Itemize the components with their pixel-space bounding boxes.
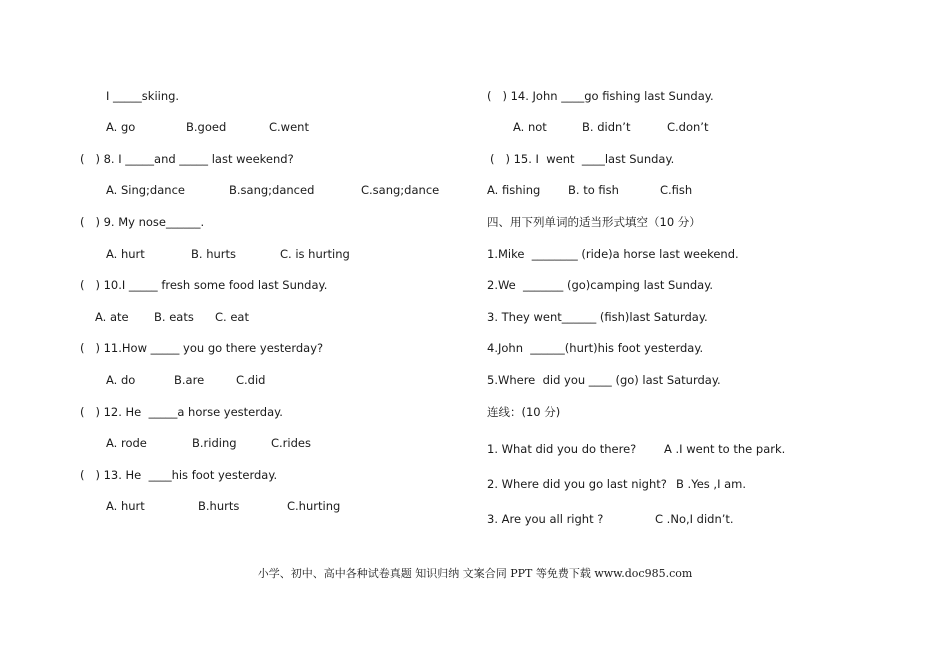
match-title: 连线：(10 分)	[487, 405, 561, 419]
fill-item-3: 3. They went______ (fish)last Saturday.	[487, 310, 708, 324]
q14-option-b: B. didn’t	[582, 120, 631, 134]
match-question-2: 2. Where did you go last night?	[487, 477, 667, 491]
q8-option-a: A. Sing;dance	[106, 183, 185, 197]
q8-option-c: C.sang;dance	[361, 183, 440, 197]
match-answer-c: C .No,I didn’t.	[655, 512, 734, 526]
q12-option-b: B.riding	[192, 436, 237, 450]
q9-option-c: C. is hurting	[280, 247, 350, 261]
fill-item-2: 2.We _______ (go)camping last Sunday.	[487, 278, 714, 292]
footer-text: 小学、初中、高中各种试卷真题 知识归纳 文案合同 PPT 等免费下载 www.doc985.com	[257, 567, 693, 580]
q11-option-a: A. do	[106, 373, 136, 387]
q15-option-a: A. fishing	[487, 183, 541, 197]
q10-option-a: A. ate	[95, 310, 129, 324]
q7-option-c: C.went	[269, 120, 309, 134]
q13-option-c: C.hurting	[287, 499, 341, 513]
q15-stem: ( ) 15. I went ____last Sunday.	[490, 152, 675, 166]
q15-option-c: C.fish	[660, 183, 693, 197]
q14-option-a: A. not	[513, 120, 547, 134]
q13-option-b: B.hurts	[198, 499, 240, 513]
q8-stem: ( ) 8. I _____and _____ last weekend?	[80, 152, 294, 166]
match-question-3: 3. Are you all right ?	[487, 512, 604, 526]
q11-option-b: B.are	[174, 373, 205, 387]
q11-option-c: C.did	[236, 373, 266, 387]
q11-stem: ( ) 11.How _____ you go there yesterday?	[80, 341, 324, 355]
section4-title: 四、用下列单词的适当形式填空（10 分）	[487, 215, 701, 229]
q12-stem: ( ) 12. He _____a horse yesterday.	[80, 405, 283, 419]
q7-stem: I _____skiing.	[106, 89, 180, 103]
q9-stem: ( ) 9. My nose______.	[80, 215, 205, 229]
q14-option-c: C.don’t	[667, 120, 709, 134]
q14-stem: ( ) 14. John ____go fishing last Sunday.	[487, 89, 714, 103]
q7-option-b: B.goed	[186, 120, 227, 134]
q9-option-b: B. hurts	[191, 247, 237, 261]
fill-item-1: 1.Mike ________ (ride)a horse last weekend.	[487, 247, 739, 261]
match-answer-b: B .Yes ,I am.	[676, 477, 747, 491]
match-answer-a: A .I went to the park.	[664, 442, 786, 456]
q8-option-b: B.sang;danced	[229, 183, 315, 197]
q10-stem: ( ) 10.I _____ fresh some food last Sunday.	[80, 278, 328, 292]
match-question-1: 1. What did you do there?	[487, 442, 637, 456]
q13-stem: ( ) 13. He ____his foot yesterday.	[80, 468, 278, 482]
q13-option-a: A. hurt	[106, 499, 145, 513]
q9-option-a: A. hurt	[106, 247, 145, 261]
q10-option-b: B. eats	[154, 310, 194, 324]
fill-item-4: 4.John ______(hurt)his foot yesterday.	[487, 341, 704, 355]
q12-option-c: C.rides	[271, 436, 311, 450]
fill-item-5: 5.Where did you ____ (go) last Saturday.	[487, 373, 721, 387]
q12-option-a: A. rode	[106, 436, 147, 450]
q10-option-c: C. eat	[215, 310, 249, 324]
q15-option-b: B. to fish	[568, 183, 619, 197]
q7-option-a: A. go	[106, 120, 136, 134]
